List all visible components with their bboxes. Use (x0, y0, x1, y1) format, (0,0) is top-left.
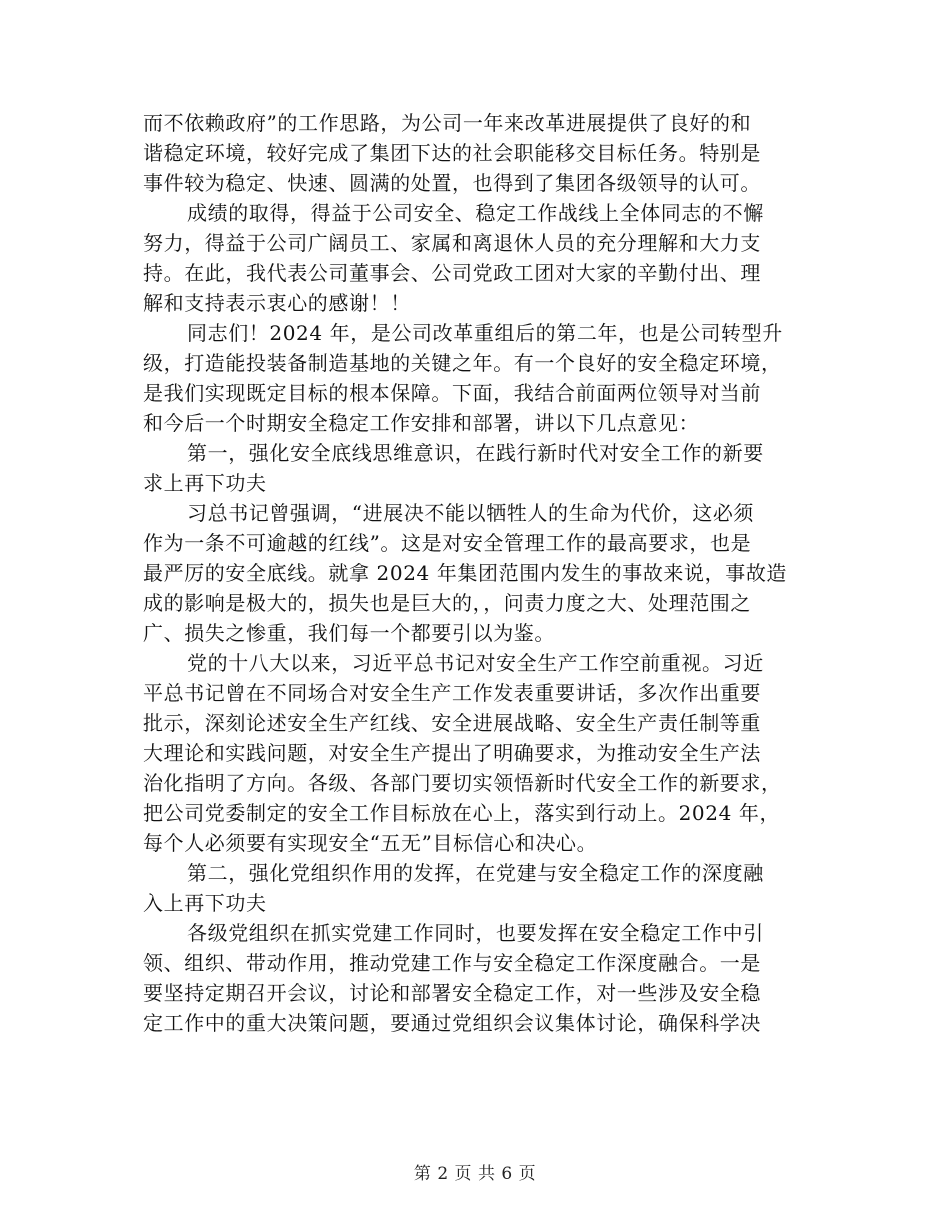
text-line: 持。在此，我代表公司董事会、公司党政工团对大家的辛勤付出、理 (143, 261, 761, 285)
text-line: 努力，得益于公司广阔员工、家属和离退休人员的充分理解和大力支 (143, 231, 761, 255)
text-line: 最严厉的安全底线。就拿 2024 年集团范围内发生的事故来说，事故造 (143, 561, 788, 585)
paragraph-start-line: 各级党组织在抓实党建工作同时，也要发挥在安全稳定工作中引 (187, 921, 764, 945)
section-heading-line: 入上再下功夫 (143, 891, 267, 915)
text-line: 谐稳定环境，较好完成了集团下达的社会职能移交目标任务。特别是 (143, 141, 761, 165)
page-footer: 第 2 页 共 6 页 (413, 1164, 537, 1184)
text-line: 领、组织、带动作用，推动党建工作与安全稳定工作深度融合。一是 (143, 951, 761, 975)
text-line: 大理论和实践问题，对安全生产提出了明确要求，为推动安全生产法 (143, 741, 761, 765)
text-line: 是我们实现既定目标的根本保障。下面，我结合前面两位领导对当前 (143, 381, 761, 405)
paragraph-start-line: 成绩的取得，得益于公司安全、稳定工作战线上全体同志的不懈 (187, 201, 764, 225)
section-heading-line: 求上再下功夫 (143, 471, 267, 495)
text-line: 每个人必须要有实现安全“五无”目标信心和决心。 (143, 831, 598, 855)
section-heading-line: 第一，强化安全底线思维意识，在践行新时代对安全工作的新要 (187, 441, 764, 465)
text-line: 解和支持表示衷心的感谢！！ (143, 291, 411, 315)
text-line: 治化指明了方向。各级、各部门要切实领悟新时代安全工作的新要求， (143, 771, 782, 795)
text-line: 平总书记曾在不同场合对安全生产工作发表重要讲话，多次作出重要 (143, 681, 761, 705)
text-line: 和今后一个时期安全稳定工作安排和部署，讲以下几点意见： (143, 411, 700, 435)
text-line: 成的影响是极大的，损失也是巨大的，，问责力度之大、处理范围之 (143, 591, 751, 615)
text-line: 把公司党委制定的安全工作目标放在心上，落实到行动上。2024 年， (143, 801, 781, 825)
paragraph-start-line: 党的十八大以来，习近平总书记对安全生产工作空前重视。习近 (187, 651, 764, 675)
text-line: 定工作中的重大决策问题，要通过党组织会议集体讨论，确保科学决 (143, 1011, 761, 1035)
paragraph-start-line: 习总书记曾强调，“进展决不能以牺牲人的生命为代价，这必须 (187, 501, 755, 525)
text-line: 批示，深刻论述安全生产红线、安全进展战略、安全生产责任制等重 (143, 711, 761, 735)
text-line: 事件较为稳定、快速、圆满的处置，也得到了集团各级领导的认可。 (143, 171, 761, 195)
paragraph-start-line: 同志们！2024 年，是公司改革重组后的第二年，也是公司转型升 (187, 321, 783, 345)
body-text (143, 108, 803, 1038)
section-heading-line: 第二，强化党组织作用的发挥，在党建与安全稳定工作的深度融 (187, 861, 764, 885)
text-line: 要坚持定期召开会议，讨论和部署安全稳定工作，对一些涉及安全稳 (143, 981, 761, 1005)
text-line: 作为一条不可逾越的红线”。这是对安全管理工作的最高要求，也是 (143, 531, 752, 555)
text-line: 级，打造能投装备制造基地的关键之年。有一个良好的安全稳定环境， (143, 351, 782, 375)
text-line: 广、损失之惨重，我们每一个都要引以为鉴。 (143, 621, 555, 645)
text-line: 而不依赖政府”的工作思路，为公司一年来改革进展提供了良好的和 (143, 111, 752, 135)
